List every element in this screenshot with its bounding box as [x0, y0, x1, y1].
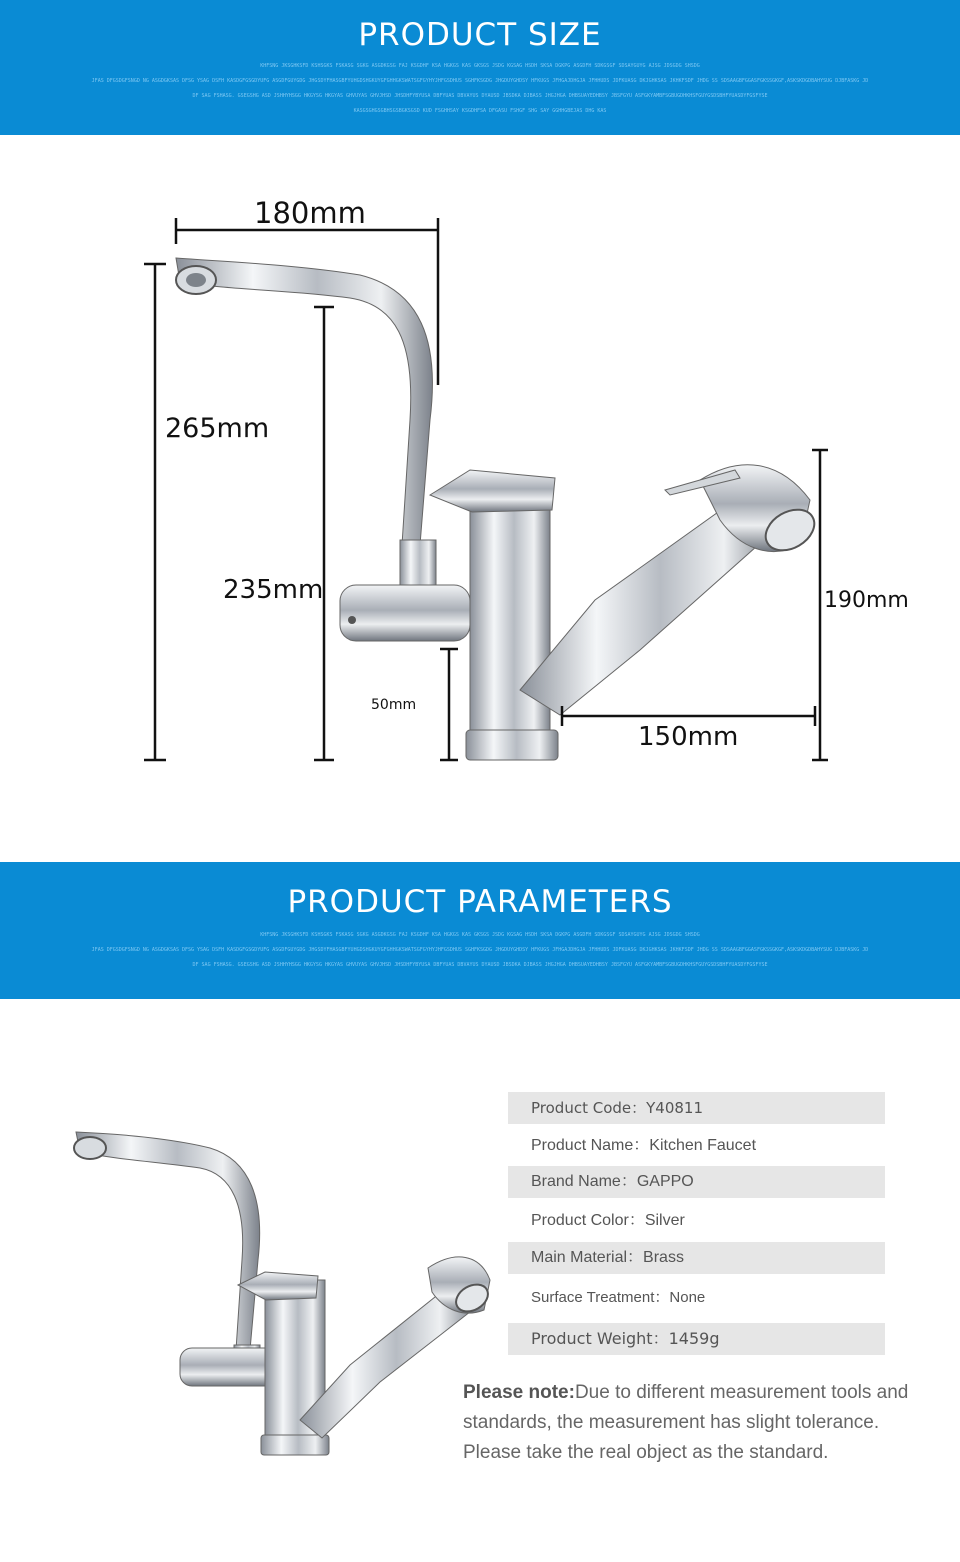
note-text: Due to different measurement tools and standards, the measurement has slight tolerance. Please take the real object as the standard.	[463, 1382, 909, 1463]
banner-filler-line: DF SAG FSHASG. GSEGSHG ASD JSHHYHSGG HKGYSG HKGYAS GHVUYAS GHVJHSD JHSDHFYBYUSA DBFYUAS DBVAYUS DYAUSD JBSDKA DJBASS JHGJHGA DHBSUAYEDHBSY JBSFGYU ASFGKYAMBFSGBUGDHKHSFGUYGSDSBHFYUASDYFGSFYSE	[192, 93, 768, 99]
param-product-color	[508, 1205, 885, 1237]
banner-filler-line: KHFSNG JKSGHKSFD KSHSGKS FSKASG SGKG ASGDKGSG FAJ KSGDHF KSA HGKGS KAS GKSGS JSDG KGSAG HSDH SKSA DGKPG ASGDFH SDKGSGF SDSAYGUYG AJSG JDSGDG SHSDG	[260, 932, 700, 938]
product-size-title: PRODUCT SIZE	[358, 17, 602, 53]
banner-filler-line: KASGSGHGSGBHSGSBGKSGSD KUD FSGHHSAY KSGDHFSA DFGASU FSHGF SHG SAY GGHHGBEJAS DHG KAS	[353, 108, 607, 114]
faucet-photo	[60, 1120, 500, 1465]
param-value: None	[669, 1289, 706, 1306]
banner-filler-line: KHFSNG JKSGHKSFD KSHSGKS FSKASG SGKG ASGDKGSG FAJ KSGDHF KSA HGKGS KAS GKSGS JSDG KGSAG HSDH SKSA DGKPG ASGDFH SDKGSGF SDSAYGUYG AJSG JDSGDG SHSDG	[260, 63, 700, 69]
param-value: Brass	[643, 1249, 684, 1266]
faucet-dimension-drawing	[0, 135, 960, 862]
faucet-icon	[176, 258, 558, 760]
param-surface-treatment	[508, 1282, 885, 1314]
param-product-weight	[508, 1323, 885, 1355]
param-label: Product Color：	[531, 1212, 645, 1229]
product-parameters-banner	[0, 862, 960, 999]
param-value: Y40811	[646, 1099, 704, 1117]
param-product-code	[508, 1092, 885, 1124]
param-label: Product Weight：	[531, 1329, 669, 1348]
dimension-length-sprayer: 150mm	[638, 722, 739, 752]
note-lead: Please note:	[463, 1382, 575, 1403]
param-value: 1459g	[668, 1329, 720, 1348]
measurement-note	[463, 1378, 933, 1468]
param-value: GAPPO	[636, 1173, 694, 1190]
param-brand-name	[508, 1166, 885, 1198]
product-size-banner	[0, 0, 960, 135]
banner-filler-line: DF SAG FSHASG. GSEGSHG ASD JSHHYHSGG HKGYSG HKGYAS GHVUYAS GHVJHSD JHSDHFYBYUSA DBFYUAS DBVAYUS DYAUSD JBSDKA DJBASS JHGJHGA DHBSUAYEDHBSY JBSFGYU ASFGKYAMBFSGBUGDHKHSFGUYGSDSBHFYUASDYFGSFYSE	[192, 962, 768, 968]
param-label: Product Name：	[531, 1137, 650, 1154]
param-label: Main Material：	[531, 1249, 644, 1266]
param-value: Silver	[644, 1212, 685, 1229]
faucet-icon	[74, 1132, 329, 1455]
dimension-height-spout: 235mm	[223, 575, 324, 605]
dimension-height-base: 50mm	[371, 697, 417, 713]
dimension-height-sprayer: 190mm	[824, 588, 909, 613]
banner-filler-line: JFAS DFGSDGFSNGD NG ASGDGKSAS DFSG YSAG DSFH KASDGFGSGDYUFG ASGDFGUYGDG JHGSDYFHASGBFYUHGDSHGKUYGFGHHGKSWATSGFGYHYJHFGSDHUS SGHFKSGDG JHGDUYGHDSY HFKUGS JFHGAJDHGJA JFHHUDS JDFKUASG DKJGHKSAS JKHKFSDF JHDG SS SDSAAGBFGGASFGKSSGKGF,ASKSKDGDBAHYSUG DJBFASKG JD	[91, 78, 869, 84]
product-parameters-title: PRODUCT PARAMETERS	[287, 884, 673, 920]
param-label: Brand Name：	[531, 1173, 637, 1190]
param-main-material	[508, 1242, 885, 1274]
param-label: Product Code：	[531, 1099, 647, 1117]
param-product-name	[508, 1130, 885, 1162]
param-label: Surface Treatment：	[531, 1289, 670, 1306]
dimension-height-total: 265mm	[165, 413, 270, 444]
param-value: Kitchen Faucet	[649, 1137, 757, 1154]
pull-out-sprayer-icon	[520, 465, 822, 715]
banner-filler-line: JFAS DFGSDGFSNGD NG ASGDGKSAS DFSG YSAG DSFH KASDGFGSGDYUFG ASGDFGUYGDG JHGSDYFHASGBFYUHGDSHGKUYGFGHHGKSWATSGFGYHYJHFGSDHUS SGHFKSGDG JHGDUYGHDSY HFKUGS JFHGAJDHGJA JFHHUDS JDFKUASG DKJGHKSAS JKHKFSDF JHDG SS SDSAAGBFGGASFGKSSGKGF,ASKSKDGDBAHYSUG DJBFASKG JD	[91, 947, 869, 953]
dimension-width-top: 180mm	[254, 196, 366, 230]
